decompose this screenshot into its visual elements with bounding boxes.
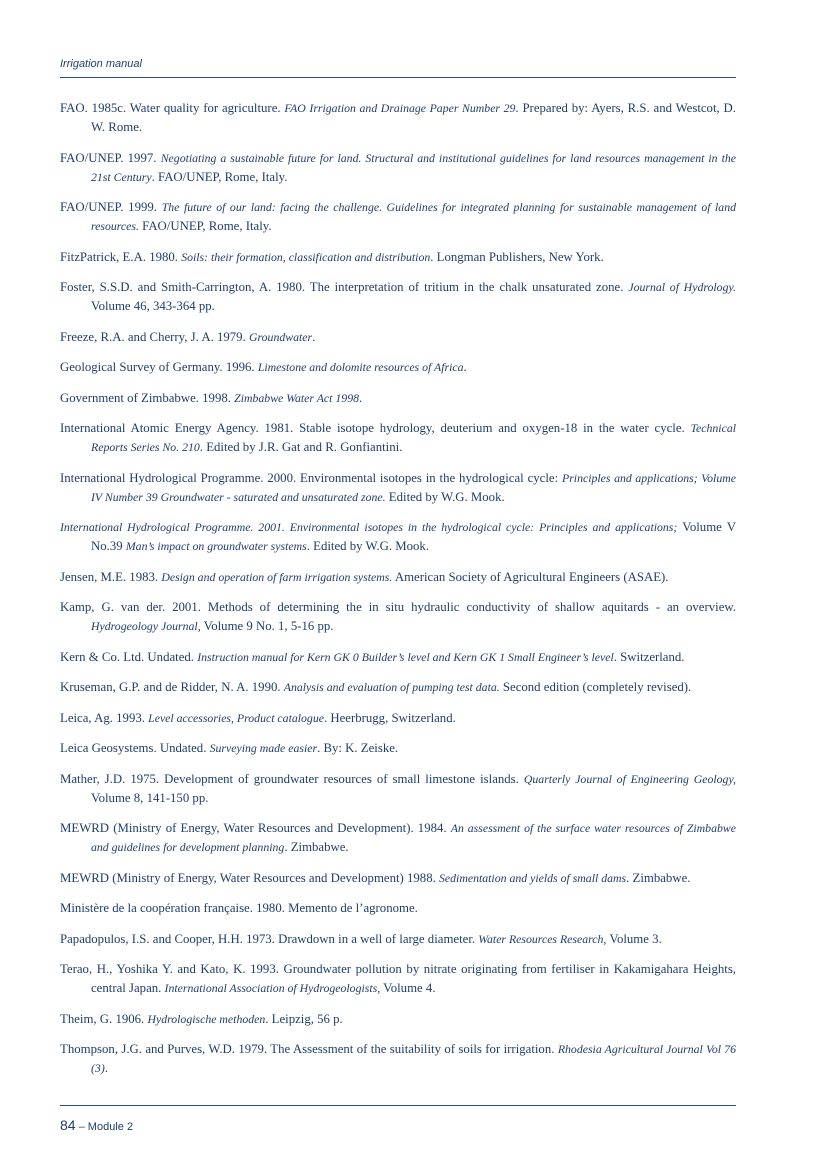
reference-entry <box>60 598 736 636</box>
reference-italic-text: Analysis and evaluation of pumping test data. <box>283 680 500 694</box>
page-number: 84 <box>60 1117 76 1133</box>
reference-entry <box>60 1040 736 1078</box>
reference-italic-text: Sedimentation and yields of small dams <box>439 870 627 885</box>
reference-entry <box>60 819 736 857</box>
reference-entry <box>60 248 736 267</box>
reference-entry <box>60 278 736 316</box>
reference-text: FAO/UNEP. 1997. <box>60 150 161 165</box>
reference-text: . Longman Publishers, New York. <box>430 249 604 264</box>
reference-list <box>60 99 736 1090</box>
reference-entry <box>60 1010 736 1029</box>
reference-text: Thompson, J.G. and Purves, W.D. 1979. The Assessment of the suitability of soils for irrigation. <box>60 1042 558 1056</box>
reference-text: FAO/UNEP. 1999. <box>60 200 162 214</box>
reference-text: Mather, J.D. 1975. Development of groundwater resources of small limestone islands. <box>60 771 524 786</box>
reference-entry <box>60 389 736 408</box>
reference-text: Volume 3. <box>606 931 662 946</box>
reference-italic-text: Man’s impact on groundwater systems <box>125 539 307 553</box>
reference-text: . By: K. Zeiske. <box>317 741 399 755</box>
reference-italic-text: Negotiating a sustainable future for land. Structural and institutional guidelines for land resources management in the 21st Century <box>91 150 736 184</box>
reference-italic-text: Hydrogeology Journal, <box>91 619 201 633</box>
reference-entry <box>60 568 736 587</box>
reference-entry <box>60 358 736 377</box>
reference-italic-text: Surveying made easier <box>209 741 318 755</box>
reference-entry <box>60 198 736 236</box>
reference-text: Terao, H., Yoshika Y. and Kato, K. 1993. Groundwater pollution by nitrate originating from fertiliser in Kakamigahara Heights, central Japan. <box>60 962 736 995</box>
reference-italic-text: International Hydrological Programme. 2001. Environmental isotopes in the hydrological cycle: Principles and applications; <box>60 520 678 534</box>
reference-italic-text: Water Resources Research, <box>478 931 607 946</box>
reference-text: American Society of Agricultural Engineers (ASAE). <box>392 569 669 584</box>
reference-text: Second edition (completely revised). <box>499 680 692 694</box>
reference-text: Foster, S.S.D. and Smith-Carrington, A. 1980. The interpretation of tritium in the chalk unsaturated zone. <box>60 280 629 294</box>
reference-text: . Zimbabwe. <box>284 840 349 854</box>
reference-text: Kruseman, G.P. and de Ridder, N. A. 1990. <box>60 680 284 694</box>
reference-text: . Heerbrugg, Switzerland. <box>323 710 456 725</box>
reference-text: Jensen, M.E. 1983. <box>60 569 162 584</box>
reference-text: . <box>312 329 316 344</box>
reference-italic-text: Journal of Hydrology. <box>628 280 736 294</box>
reference-entry <box>60 469 736 507</box>
reference-text: Theim, G. 1906. <box>60 1011 148 1026</box>
reference-entry <box>60 419 736 457</box>
reference-italic-text: Limestone and dolomite resources of Africa <box>257 360 464 374</box>
reference-text: . Edited by W.G. Mook. <box>306 539 430 553</box>
reference-italic-text: Design and operation of farm irrigation systems. <box>161 569 393 584</box>
reference-text: Government of Zimbabwe. 1998. <box>60 390 235 405</box>
reference-italic-text: An assessment of the surface water resources of Zimbabwe and guidelines for development planning <box>91 821 736 854</box>
reference-text: Volume 4. <box>380 981 436 995</box>
reference-entry <box>60 899 736 918</box>
reference-text: Kern & Co. Ltd. Undated. <box>60 649 198 664</box>
module-label: – Module 2 <box>75 1121 134 1133</box>
reference-text: . Switzerland. <box>613 649 685 664</box>
reference-text: FAO/UNEP, Rome, Italy. <box>138 219 272 233</box>
reference-text: . <box>104 1061 108 1075</box>
reference-text: MEWRD (Ministry of Energy, Water Resources and Development) 1988. <box>60 870 440 885</box>
reference-entry <box>60 709 736 728</box>
reference-entry <box>60 960 736 998</box>
reference-entry <box>60 770 736 808</box>
reference-text: Edited by W.G. Mook. <box>385 489 505 504</box>
reference-italic-text: Hydrologische methoden <box>147 1011 266 1026</box>
reference-text: . Leipzig, 56 p. <box>265 1011 343 1026</box>
reference-text: Volume 9 No. 1, 5-16 pp. <box>200 619 334 633</box>
reference-italic-text: International Association of Hydrogeologists, <box>164 981 381 995</box>
reference-entry <box>60 328 736 347</box>
reference-text: Freeze, R.A. and Cherry, J. A. 1979. <box>60 329 249 344</box>
reference-text: . FAO/UNEP, Rome, Italy. <box>151 169 288 184</box>
reference-text: Volume 8, 141-150 pp. <box>91 790 209 805</box>
reference-text: FAO. 1985c. Water quality for agriculture. <box>60 101 285 115</box>
reference-text: . <box>463 360 467 374</box>
reference-italic-text: Rhodesia Agricultural Journal Vol 76 (3) <box>91 1042 736 1075</box>
reference-text: Leica, Ag. 1993. <box>60 710 149 725</box>
reference-italic-text: Groundwater <box>248 329 313 344</box>
reference-italic-text: Technical Reports Series No. 210 <box>91 421 736 454</box>
reference-italic-text: FAO Irrigation and Drainage Paper Number 29 <box>284 101 516 115</box>
reference-italic-text: Level accessories, Product catalogue <box>148 710 324 725</box>
reference-text: Papadopulos, I.S. and Cooper, H.H. 1973. Drawdown in a well of large diameter. <box>60 931 479 946</box>
reference-text: Volume 46, 343-364 pp. <box>91 299 215 313</box>
reference-text: International Atomic Energy Agency. 1981. Stable isotope hydrology, deuterium and oxygen-18 in the water cycle. <box>60 421 691 435</box>
reference-italic-text: Principles and applications; Volume IV Number 39 Groundwater - saturated and unsaturated zone. <box>91 470 736 504</box>
reference-entry <box>60 930 736 949</box>
reference-text: Ministère de la coopération française. 1980. Memento de l’agronome. <box>60 901 418 915</box>
reference-text: . Edited by J.R. Gat and R. Gonfiantini. <box>199 440 403 454</box>
reference-entry <box>60 869 736 888</box>
reference-text: Geological Survey of Germany. 1996. <box>60 360 258 374</box>
footer-rule <box>60 1105 736 1106</box>
reference-text: . <box>359 390 363 405</box>
reference-entry <box>60 648 736 667</box>
reference-italic-text: Quarterly Journal of Engineering Geology, <box>523 771 736 786</box>
reference-entry <box>60 678 736 697</box>
reference-entry <box>60 518 736 556</box>
reference-italic-text: The future of our land: facing the challenge. Guidelines for integrated planning for sustainable management of land resources. <box>91 200 736 233</box>
reference-text: . Prepared by: Ayers, R.S. and Westcot, D. W. Rome. <box>91 101 736 134</box>
page-footer <box>60 1117 133 1135</box>
reference-text: Volume V No.39 <box>91 520 736 553</box>
reference-text: Leica Geosystems. Undated. <box>60 741 210 755</box>
reference-entry <box>60 149 736 187</box>
reference-entry <box>60 99 736 137</box>
reference-italic-text: Instruction manual for Kern GK 0 Builder’s level and Kern GK 1 Small Engineer’s level <box>197 649 614 664</box>
reference-italic-text: Soils: their formation, classification and distribution <box>181 249 431 264</box>
reference-text: Kamp, G. van der. 2001. Methods of determining the in situ hydraulic conductivity of shallow aquitards - an overview. <box>60 600 736 614</box>
reference-text: MEWRD (Ministry of Energy, Water Resources and Development). 1984. <box>60 821 451 835</box>
running-header: Irrigation manual <box>60 58 142 70</box>
header-rule <box>60 77 736 78</box>
reference-entry <box>60 739 736 758</box>
reference-italic-text: Zimbabwe Water Act 1998 <box>234 390 359 405</box>
reference-text: . Zimbabwe. <box>626 870 691 885</box>
reference-text: International Hydrological Programme. 2000. Environmental isotopes in the hydrological cycle: <box>60 470 562 485</box>
reference-text: FitzPatrick, E.A. 1980. <box>60 249 182 264</box>
